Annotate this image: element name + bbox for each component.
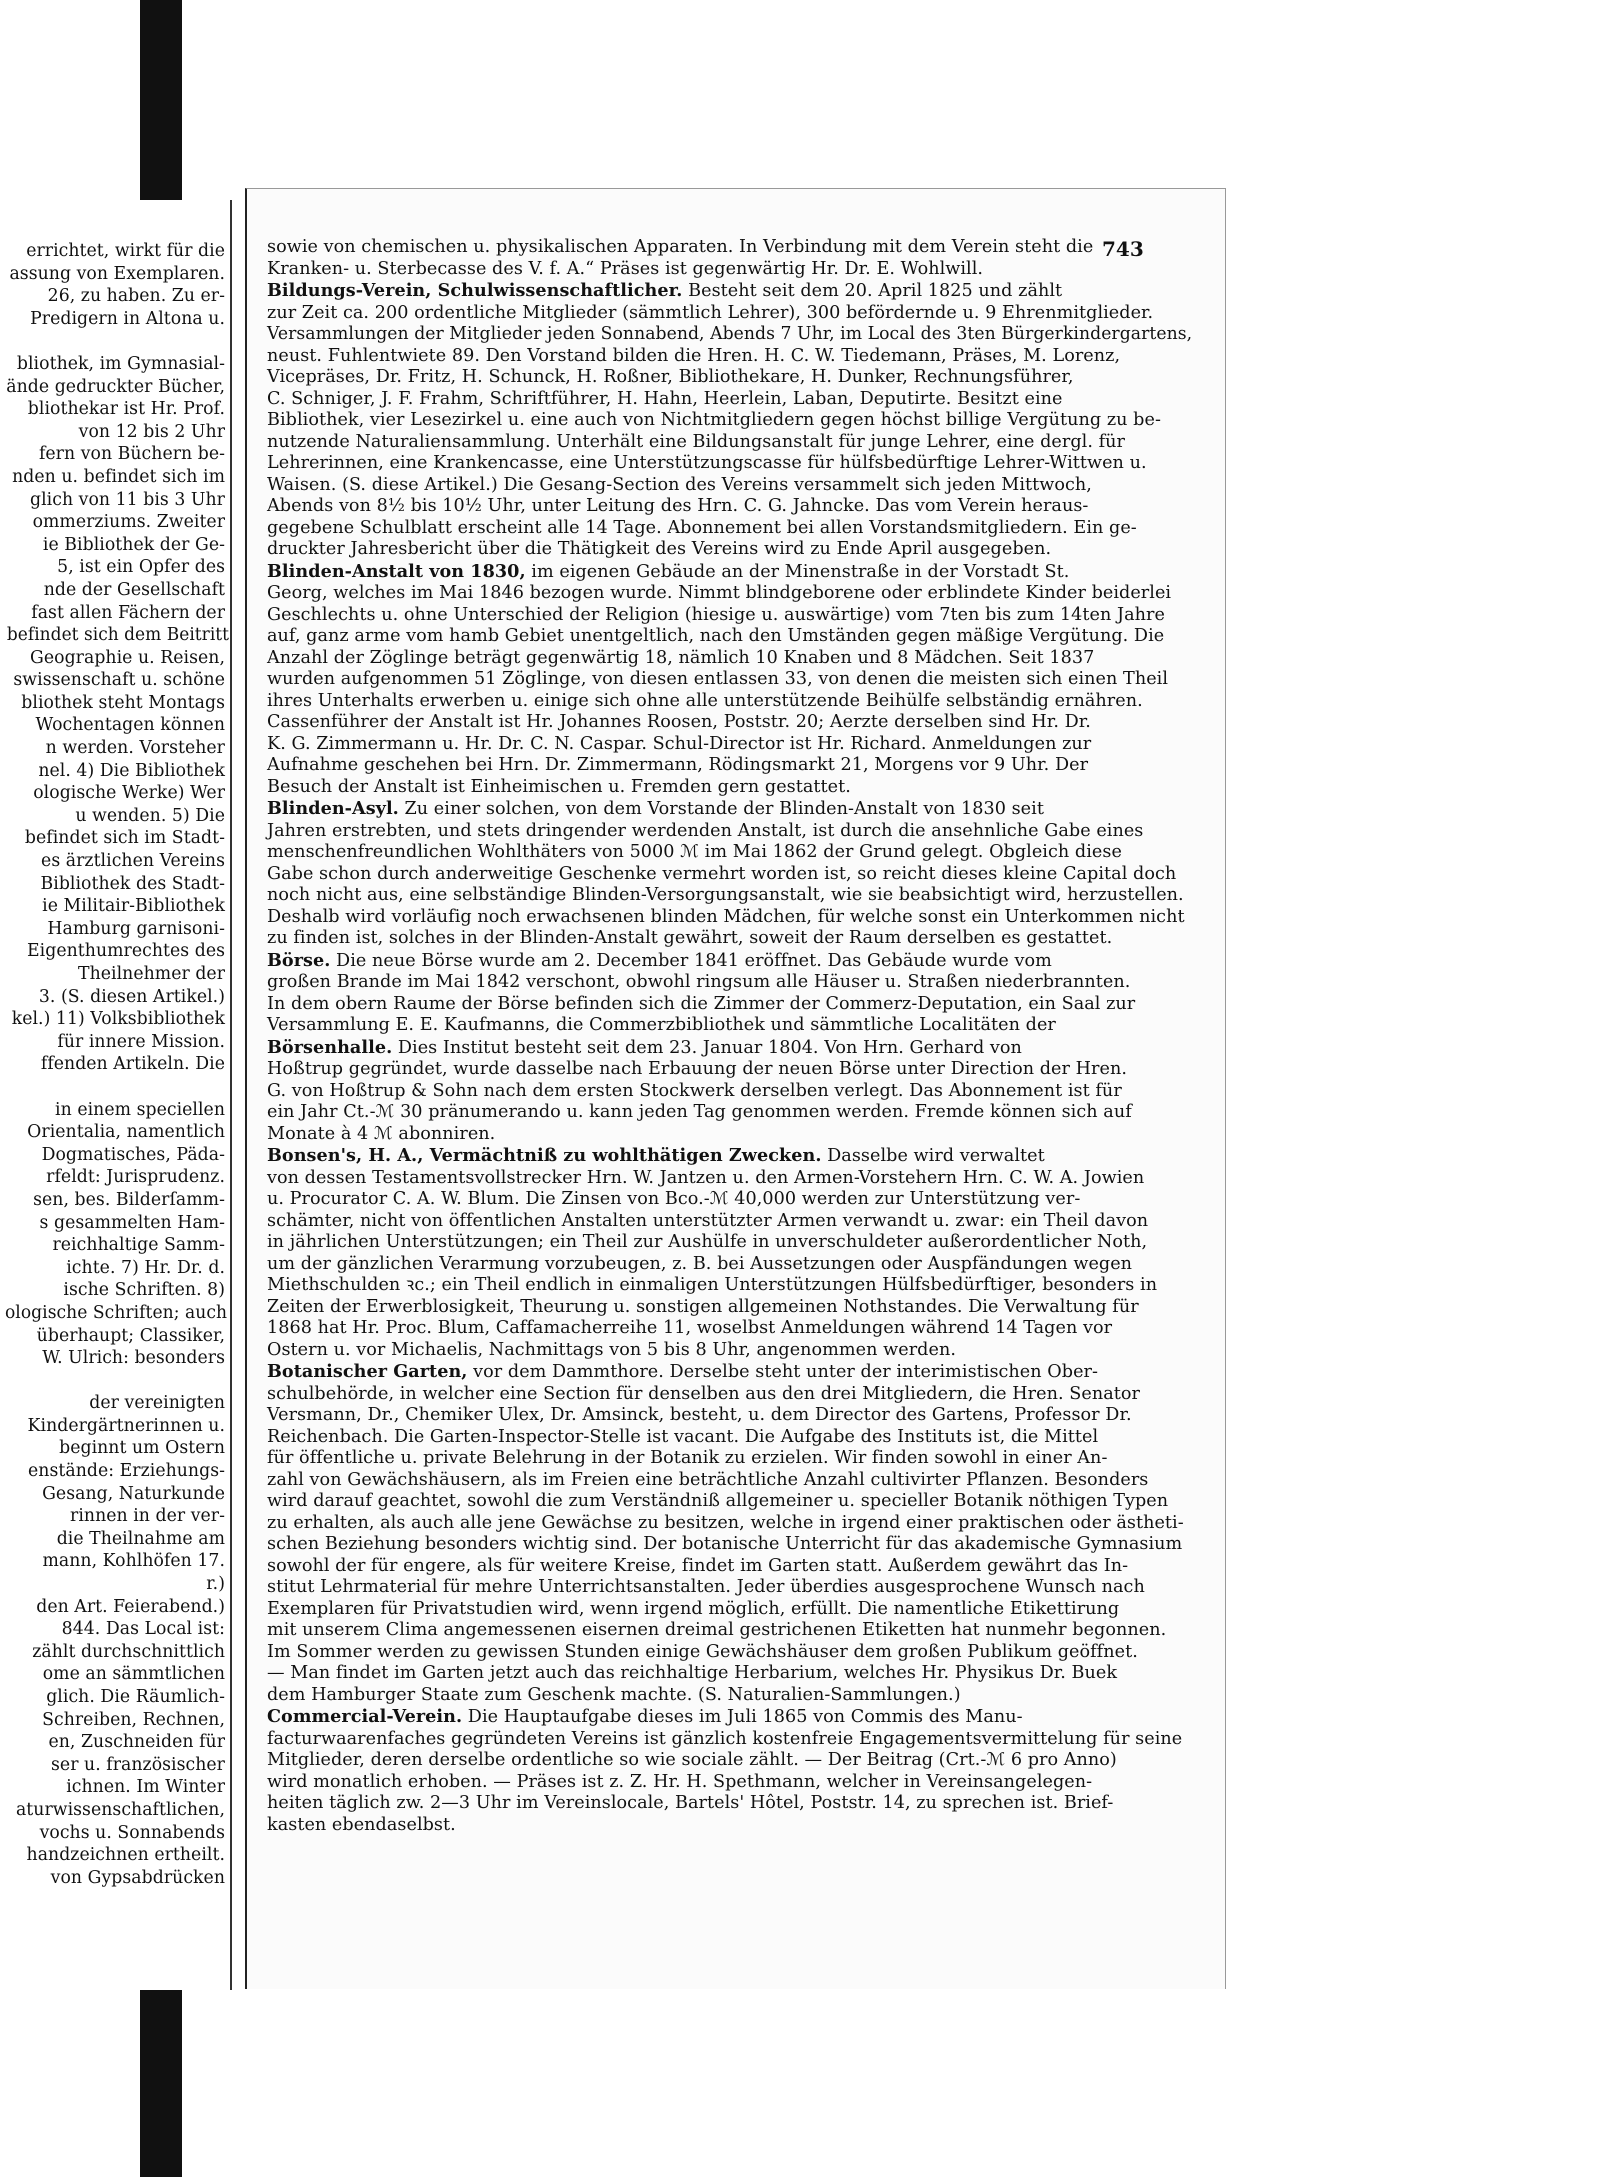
text-line xyxy=(267,1448,1192,1470)
left-text-line: u wenden. 5) Die xyxy=(75,805,225,826)
left-text-line: fast allen Fächern der xyxy=(31,602,226,623)
left-text-line: ome an sämmtlichen xyxy=(42,1664,225,1685)
left-text-line xyxy=(3,1370,225,1393)
entry-heading: Blinden-Anstalt von 1830, xyxy=(267,560,526,582)
line-text: G. von Hoßtrup & Sohn nach dem ersten Stockwerk derselben verlegt. Das Abonnement ist für xyxy=(267,1080,1122,1101)
text-line xyxy=(267,346,1192,368)
left-text-line: befindet sich im Stadt- xyxy=(24,828,226,849)
text-line xyxy=(267,518,1192,540)
entry-heading: Bildungs-Verein, Schulwissenschaftlicher. xyxy=(267,280,683,301)
left-text-line: r.) xyxy=(206,1574,225,1595)
line-text: Monate à 4 ℳ abonniren. xyxy=(267,1123,496,1144)
entry-first-line xyxy=(267,561,1192,584)
left-text-line: handzeichnen ertheilt. xyxy=(26,1845,226,1866)
entry-heading: Commercial-Verein. xyxy=(267,1706,463,1727)
left-text-line: bliothek, im Gymnasial- xyxy=(16,353,226,374)
text-line xyxy=(267,583,1192,605)
left-text-line: 3. (S. diesen Artikel.) xyxy=(38,986,225,1007)
line-text: Georg, welches im Mai 1846 bezogen wurde. Nimmt blindgeborene oder erblindete Kinder beiderlei xyxy=(267,583,1172,603)
left-text-line: ser u. französischer xyxy=(51,1754,226,1775)
text-line xyxy=(267,410,1192,432)
line-text: ein Jahr Ct.-ℳ 30 pränumerando u. kann jeden Tag genommen werden. Fremde können sich auf xyxy=(267,1102,1132,1122)
text-line xyxy=(267,994,1192,1016)
left-text-line: befindet sich dem Beitritt xyxy=(6,625,230,646)
line-text: zur Zeit ca. 200 ordentliche Mitglieder (sämmtlich Lehrer), 300 befördernde u. 9 Ehrenmitglieder. xyxy=(267,302,1154,323)
line-text: Deshalb wird vorläufig noch erwachsenen blinden Mädchen, für welche sonst ein Unterkommen nicht xyxy=(267,906,1185,927)
text-line xyxy=(267,626,1192,648)
text-line xyxy=(267,1685,1192,1707)
line-text: Die Hauptaufgabe dieses im Juli 1865 von Commis des Manu- xyxy=(462,1707,1023,1727)
line-text: Versammlung E. E. Kaufmanns, die Commerzbibliothek und sämmtliche Localitäten der xyxy=(267,1015,1056,1035)
text-line xyxy=(267,777,1192,799)
line-text: Miethschulden ꝛc.; ein Theil endlich in einmaligen Unterstützungen Hülfsbedürftiger, besonders in xyxy=(267,1275,1158,1295)
left-text-line: Kindergärtnerinnen u. xyxy=(27,1415,225,1436)
text-line xyxy=(267,1189,1192,1211)
line-text: Besuch der Anstalt ist Einheimischen u. Fremden gern gestattet. xyxy=(267,776,851,797)
text-line xyxy=(267,734,1192,756)
line-text: zu finden ist, solches in der Blinden-Anstalt gewährt, soweit der Raum derselben es gestattet. xyxy=(267,928,1113,948)
line-text: Abends von 8½ bis 10½ Uhr, unter Leitung des Hrn. C. G. Jahncke. Das vom Verein heraus- xyxy=(267,496,1089,516)
left-text-line: glich von 11 bis 3 Uhr xyxy=(29,489,226,510)
left-text-line: ommerziums. Zweiter xyxy=(32,512,225,533)
line-text: stitut Lehrmaterial für mehre Unterrichtsanstalten. Jeder überdies ausgesprochene Wunsch nach xyxy=(267,1577,1145,1597)
text-line xyxy=(267,972,1192,994)
text-line xyxy=(267,1750,1192,1772)
line-text: auf, ganz arme vom hamb Gebiet unentgeltlich, nach den Umständen gegen mäßige Vergütung. Die xyxy=(267,626,1165,646)
line-text: Ostern u. vor Michaelis, Nachmittags von 5 bis 8 Uhr, angenommen werden. xyxy=(267,1339,956,1360)
line-text: zu erhalten, als auch alle jene Gewächse zu besitzen, welche in irgend einer praktischen oder ästheti- xyxy=(267,1512,1184,1533)
right-page-text xyxy=(267,237,1192,1836)
left-text-line: von 12 bis 2 Uhr xyxy=(78,421,225,442)
left-text-line: nel. 4) Die Bibliothek xyxy=(38,760,225,781)
left-text-line: ologische Schriften; auch xyxy=(4,1302,228,1323)
left-text-line: Orientalia, namentlich xyxy=(27,1122,226,1143)
line-text: Aufnahme geschehen bei Hrn. Dr. Zimmermann, Rödingsmarkt 21, Morgens vor 9 Uhr. Der xyxy=(267,755,1089,775)
left-text-line: beginnt um Ostern xyxy=(59,1438,225,1459)
left-text-line: sen, bes. Bilderſamm- xyxy=(33,1189,225,1210)
left-text-line: Eigenthumrechtes des xyxy=(27,941,225,962)
text-line xyxy=(267,1275,1192,1297)
left-text-line: ie Bibliothek der Ge- xyxy=(42,534,226,555)
text-line xyxy=(267,496,1192,518)
line-text: Zeiten der Erwerblosigkeit, Theurung u. sonstigen allgemeinen Nothstandes. Die Verwaltung für xyxy=(267,1296,1139,1317)
text-line xyxy=(267,1663,1192,1685)
right-page xyxy=(245,188,1226,1989)
text-line xyxy=(267,821,1192,843)
left-text-line: vochs u. Sonnabends xyxy=(39,1822,225,1843)
left-text-line xyxy=(3,330,225,353)
left-text-line: bliothek steht Montags xyxy=(21,692,225,713)
line-text: Anzahl der Zöglinge beträgt gegenwärtig 18, nämlich 10 Knaben und 8 Mädchen. Seit 1837 xyxy=(267,647,1095,668)
left-text-line: s gesammelten Ham- xyxy=(39,1212,225,1233)
text-line xyxy=(267,1405,1192,1427)
text-line xyxy=(267,259,1192,281)
left-text-line: swissenschaft u. schöne xyxy=(13,670,225,691)
left-text-line xyxy=(3,1076,225,1099)
left-text-line: fern von Büchern be- xyxy=(38,444,225,465)
text-line xyxy=(267,1297,1192,1319)
line-text: dem Hamburger Staate zum Geschenk machte. (S. Naturalien-Sammlungen.) xyxy=(267,1684,961,1705)
line-text: noch nicht aus, eine selbständige Blinden-Versorgungsanstalt, wie sie beabsichtigt wird, herzustellen. xyxy=(267,885,1184,905)
left-text-line: überhaupt; Classiker, xyxy=(36,1325,225,1346)
left-text-line: en, Zuschneiden für xyxy=(48,1732,225,1753)
line-text: sowohl der für engere, als für weitere Kreise, findet im Garten statt. Außerdem gewährt das In- xyxy=(267,1555,1129,1576)
text-line xyxy=(267,842,1192,864)
line-text: Jahren erstrebten, und stets dringender werdenden Anstalt, ist durch die ansehnliche Gabe eines xyxy=(267,820,1144,841)
line-text: facturwaarenfaches gegründeten Vereins ist gänzlich kostenfreie Engagementsvermittelung für seine xyxy=(267,1728,1183,1749)
text-line xyxy=(267,712,1192,734)
entry-first-line xyxy=(267,280,1192,303)
left-text-line: aturwissenschaftlichen, xyxy=(15,1799,225,1820)
line-text: Waisen. (S. diese Artikel.) Die Gesang-Section des Vereins versammelt sich jeden Mittwoch, xyxy=(267,474,1092,495)
text-line xyxy=(267,1556,1192,1578)
binding-shadow-top xyxy=(140,0,182,205)
text-line xyxy=(267,1534,1192,1556)
line-text: für öffentliche u. private Belehrung in der Botanik zu erzielen. Wir finden sowohl in einer An- xyxy=(267,1448,1108,1468)
line-text: wurden aufgenommen 51 Zöglinge, von diesen entlassen 33, von denen die meisten sich einen Theil xyxy=(267,669,1169,689)
line-text: Mitglieder, deren derselbe ordentliche so wie sociale zählt. — Der Beitrag (Crt.-ℳ 6 pro Anno) xyxy=(267,1750,1117,1770)
line-text: In dem obern Raume der Börse befinden sich die Zimmer der Commerz-Deputation, ein Saal zur xyxy=(267,993,1136,1014)
line-text: Geschlechts u. ohne Unterschied der Religion (hiesige u. auswärtige) vom 7ten bis zum 14ten Jahre xyxy=(267,604,1165,625)
line-text: Versammlungen der Mitglieder jeden Sonnabend, Abends 7 Uhr, im Local des 3ten Bürgerkindergartens, xyxy=(267,324,1193,344)
line-text: heiten täglich zw. 2—3 Uhr im Vereinslocale, Bartels' Hôtel, Poststr. 14, zu sprechen ist. Brief- xyxy=(267,1793,1114,1813)
line-text: wird darauf geachtet, sowohl die zum Verständniß allgemeiner u. specieller Botanik nöthigen Typen xyxy=(267,1491,1169,1511)
line-text: Besteht seit dem 20. April 1825 und zählt xyxy=(682,281,1063,301)
line-text: vor dem Dammthore. Derselbe steht unter der interimistischen Ober- xyxy=(467,1362,1098,1382)
text-line xyxy=(267,1384,1192,1406)
line-text: kasten ebendaselbst. xyxy=(267,1814,456,1835)
text-line xyxy=(267,669,1192,691)
line-text: C. Schniger, J. F. Frahm, Schriftführer, H. Hahn, Heerlein, Laban, Deputirte. Besitzt eine xyxy=(267,388,1063,409)
text-line xyxy=(267,389,1192,411)
left-text-line: ichte. 7) Hr. Dr. d. xyxy=(66,1257,225,1278)
left-text-line: Bibliothek des Stadt- xyxy=(40,873,225,894)
left-text-line: ände gedruckter Bücher, xyxy=(6,376,226,397)
text-line xyxy=(267,1232,1192,1254)
line-text: Exemplaren für Privatstudien wird, wenn irgend möglich, erfüllt. Die namentliche Etikettirung xyxy=(267,1598,1120,1619)
line-text: großen Brande im Mai 1842 verschont, obwohl ringsum alle Häuser u. Straßen niederbrannten. xyxy=(267,972,1131,992)
line-text: menschenfreundlichen Wohlthäters von 5000 ℳ im Mai 1862 der Grund gelegt. Obgleich diese xyxy=(267,842,1122,862)
text-line xyxy=(267,605,1192,627)
left-text-line: rinnen in der ver- xyxy=(70,1506,225,1527)
text-line xyxy=(267,1577,1192,1599)
text-line xyxy=(267,432,1192,454)
text-line xyxy=(267,1642,1192,1664)
text-line xyxy=(267,1211,1192,1233)
left-text-line: zählt durchschnittlich xyxy=(32,1641,226,1662)
line-text: Bibliothek, vier Lesezirkel u. eine auch von Nichtmitgliedern gegen höchst billige Vergütung zu be- xyxy=(267,410,1161,430)
left-text-line: in einem speciellen xyxy=(55,1099,225,1120)
left-text-line: kel.) 11) Volksbibliothek xyxy=(11,1009,226,1030)
text-line xyxy=(267,864,1192,886)
binding-shadow-bottom xyxy=(140,1985,182,2177)
left-text-line: reichhaltige Samm- xyxy=(52,1235,226,1256)
left-text-line: glich. Die Räumlich- xyxy=(46,1687,226,1707)
line-text: Dasselbe wird verwaltet xyxy=(821,1146,1045,1166)
line-text: schen Beziehung besonders wichtig sind. Der botanische Unterricht für das akademische Gymnasium xyxy=(267,1534,1183,1554)
text-line xyxy=(267,1772,1192,1794)
left-page-text xyxy=(0,240,230,1889)
text-line xyxy=(267,1318,1192,1340)
text-line xyxy=(267,1599,1192,1621)
text-line xyxy=(267,755,1192,777)
line-text: nutzende Naturaliensammlung. Unterhält eine Bildungsanstalt für junge Lehrer, eine dergl. für xyxy=(267,431,1126,452)
entry-first-line xyxy=(267,798,1192,821)
left-text-line: ologische Werke) Wer xyxy=(33,783,225,804)
entry-heading: Blinden-Asyl. xyxy=(267,798,399,819)
line-text: Cassenführer der Anstalt ist Hr. Johannes Roosen, Poststr. 20; Aerzte derselben sind Hr. Dr. xyxy=(267,712,1091,732)
entry-first-line xyxy=(267,950,1192,973)
line-text: zahl von Gewächshäusern, als im Freien eine beträchtliche Anzahl cultivirter Pflanzen. Besonders xyxy=(267,1469,1149,1490)
entry-heading: Börsenhalle. xyxy=(267,1036,393,1058)
entry-heading: Bonsen's, H. A., Vermächtniß zu wohlthätigen Zwecken. xyxy=(267,1145,822,1166)
text-line xyxy=(267,648,1192,670)
line-text: 1868 hat Hr. Proc. Blum, Caffamacherreihe 11, woselbst Anmeldungen während 14 Tagen vor xyxy=(267,1318,1113,1338)
left-text-line: assung von Exemplaren. xyxy=(9,263,225,284)
text-line xyxy=(267,1059,1192,1081)
line-text: Die neue Börse wurde am 2. December 1841 eröffnet. Das Gebäude wurde vom xyxy=(330,950,1052,971)
text-line xyxy=(267,453,1192,475)
left-text-line: ische Schriften. 8) xyxy=(63,1280,226,1301)
text-line xyxy=(267,1254,1192,1276)
text-line xyxy=(267,1102,1192,1124)
text-line xyxy=(267,1729,1192,1751)
left-text-line: mann, Kohlhöfen 17. xyxy=(42,1551,226,1572)
left-text-line: für innere Mission. xyxy=(57,1031,225,1052)
text-line xyxy=(267,1491,1192,1513)
line-text: neust. Fuhlentwiete 89. Den Vorstand bilden die Hren. H. C. W. Tiedemann, Präses, M. Lorenz, xyxy=(267,345,1121,366)
left-text-line: von Gypsabdrücken xyxy=(50,1867,225,1888)
text-line xyxy=(267,928,1192,950)
left-text-line: Geographie u. Reisen, xyxy=(30,647,226,668)
left-text-line: die Theilnahme am xyxy=(56,1528,226,1549)
text-line xyxy=(267,1427,1192,1449)
line-text: mit unserem Clima angemessenen eisernen dreimal gestrichenen Etiketten hat nunmehr begonnen. xyxy=(267,1620,1167,1640)
text-line xyxy=(267,1513,1192,1535)
left-text-line: Dogmatisches, Päda- xyxy=(41,1144,226,1165)
entry-first-line xyxy=(267,1145,1192,1168)
line-text: Hoßtrup gegründet, wurde dasselbe nach Erbauung der neuen Börse unter Direction der Hren. xyxy=(267,1059,1127,1079)
left-text-line: Schreiben, Rechnen, xyxy=(42,1709,225,1730)
left-page xyxy=(0,200,232,1990)
left-text-line: enstände: Erziehungs- xyxy=(28,1461,225,1482)
entry-first-line xyxy=(267,1706,1192,1729)
line-text: schulbehörde, in welcher eine Section für denselben aus den drei Mitgliedern, die Hren. Senator xyxy=(267,1383,1140,1404)
text-line xyxy=(267,691,1192,713)
line-text: Im Sommer werden zu gewissen Stunden einige Gewächshäuser dem großen Publikum geöffnet. xyxy=(267,1641,1138,1662)
text-line xyxy=(267,303,1192,325)
line-text: Kranken- u. Sterbecasse des V. f. A.“ Präses ist gegenwärtig Hr. Dr. E. Wohlwill. xyxy=(267,258,984,279)
left-text-line: 5, ist ein Opfer des xyxy=(57,557,225,578)
line-text: — Man findet im Garten jetzt auch das reichhaltige Herbarium, welches Hr. Physikus Dr. Buek xyxy=(267,1663,1118,1683)
line-text: von dessen Testamentsvollstrecker Hrn. W. Jantzen u. den Armen-Vorstehern Hrn. C. W. A. Jowien xyxy=(267,1167,1145,1188)
text-line xyxy=(267,1815,1192,1837)
line-text: K. G. Zimmermann u. Hr. Dr. C. N. Caspar. Schul-Director ist Hr. Richard. Anmeldungen zur xyxy=(267,733,1092,754)
line-text: Zu einer solchen, von dem Vorstande der Blinden-Anstalt von 1830 seit xyxy=(398,799,1044,819)
line-text: Versmann, Dr., Chemiker Ulex, Dr. Amsinck, besteht, u. dem Director des Gartens, Professor Dr. xyxy=(267,1405,1132,1425)
text-line xyxy=(267,324,1193,346)
text-line xyxy=(267,907,1192,929)
left-text-line: nden u. befindet sich im xyxy=(12,466,225,487)
line-text: Dies Institut besteht seit dem 23. Januar 1804. Von Hrn. Gerhard von xyxy=(392,1037,1022,1058)
left-text-line: Hamburg garnisoni- xyxy=(47,918,226,939)
left-text-line: Theilnehmer der xyxy=(78,964,226,984)
left-text-line: Wochentagen können xyxy=(35,715,226,736)
left-text-line: W. Ulrich: besonders xyxy=(42,1348,225,1369)
left-text-line: errichtet, wirkt für die xyxy=(26,241,226,261)
text-line xyxy=(267,1340,1192,1362)
line-text: druckter Jahresbericht über die Thätigkeit des Vereins wird zu Ende April ausgegeben. xyxy=(267,539,1052,559)
left-text-line: es ärztlichen Vereins xyxy=(41,851,226,872)
text-line xyxy=(267,539,1192,561)
left-text-line: 26, zu haben. Zu er- xyxy=(47,286,226,307)
text-line xyxy=(267,1124,1192,1146)
text-line xyxy=(267,475,1192,497)
entry-first-line xyxy=(267,1037,1192,1060)
text-line xyxy=(267,885,1192,907)
line-text: Lehrerinnen, eine Krankencasse, eine Unterstützungscasse für hülfsbedürftige Lehrer-Wittwen u. xyxy=(267,453,1147,473)
line-text: Reichenbach. Die Garten-Inspector-Stelle ist vacant. Die Aufgabe des Instituts ist, die Mittel xyxy=(267,1426,1099,1447)
left-text-line: Predigern in Altona u. xyxy=(30,308,226,329)
text-line xyxy=(267,367,1192,389)
line-text: schämter, nicht von öffentlichen Anstalten unterstützter Armen verwandt u. zwar: ein Theil davon xyxy=(267,1210,1149,1231)
left-text-line: nde der Gesellschaft xyxy=(43,579,226,600)
left-text-line: den Art. Feierabend.) xyxy=(36,1596,225,1617)
left-text-line: rfeldt: Jurisprudenz. xyxy=(46,1167,225,1188)
text-line xyxy=(267,237,1192,259)
line-text: sowie von chemischen u. physikalischen Apparaten. In Verbindung mit dem Verein steht die xyxy=(267,237,1094,257)
left-text-line: ie Militair-Bibliothek xyxy=(42,896,225,917)
text-line xyxy=(267,1168,1192,1190)
page-number: 743 xyxy=(1102,237,1144,261)
left-text-line: bliothekar ist Hr. Prof. xyxy=(27,399,225,420)
text-line xyxy=(267,1620,1192,1642)
entry-heading: Börse. xyxy=(267,949,331,971)
text-line xyxy=(267,1015,1192,1037)
line-text: wird monatlich erhoben. — Präses ist z. Z. Hr. H. Spethmann, welcher in Vereinsangelegen- xyxy=(267,1771,1093,1792)
left-text-line: n werden. Vorsteher xyxy=(45,738,225,759)
left-text-line: ichnen. Im Winter xyxy=(66,1777,225,1798)
line-text: ihres Unterhalts erwerben u. einige sich ohne alle unterstützende Beihülfe selbständig ernähren. xyxy=(267,690,1143,711)
left-text-line: 844. Das Local ist: xyxy=(61,1619,225,1640)
line-text: u. Procurator C. A. W. Blum. Die Zinsen von Bco.-ℳ 40,000 werden zur Unterstützung ver- xyxy=(267,1189,1081,1209)
line-text: in jährlichen Unterstützungen; ein Theil zur Aushülfe in unverschuldeter außerordentlicher Noth, xyxy=(267,1232,1148,1252)
text-line xyxy=(267,1081,1192,1103)
entry-heading: Botanischer Garten, xyxy=(267,1361,468,1382)
left-text-line: der vereinigten xyxy=(89,1393,226,1414)
line-text: Gabe schon durch anderweitige Geschenke vermehrt worden ist, so reicht dieses kleine Capital doch xyxy=(267,863,1177,884)
left-text-line: Gesang, Naturkunde xyxy=(42,1483,225,1504)
text-line xyxy=(267,1793,1192,1815)
line-text: Vicepräses, Dr. Fritz, H. Schunck, H. Roßner, Bibliothekare, H. Dunker, Rechnungsführer, xyxy=(267,367,1074,387)
text-line xyxy=(267,1470,1192,1492)
entry-first-line xyxy=(267,1361,1192,1384)
line-text: gegebene Schulblatt erscheint alle 14 Tage. Abonnement bei allen Vorstandsmitgliedern. Ein ge- xyxy=(267,517,1137,538)
left-text-line: ffenden Artikeln. Die xyxy=(40,1054,226,1075)
line-text: um der gänzlichen Verarmung vorzubeugen, z. B. bei Aussetzungen oder Auspfändungen wegen xyxy=(267,1253,1133,1274)
line-text: im eigenen Gebäude an der Minenstraße in der Vorstadt St. xyxy=(525,561,1070,582)
